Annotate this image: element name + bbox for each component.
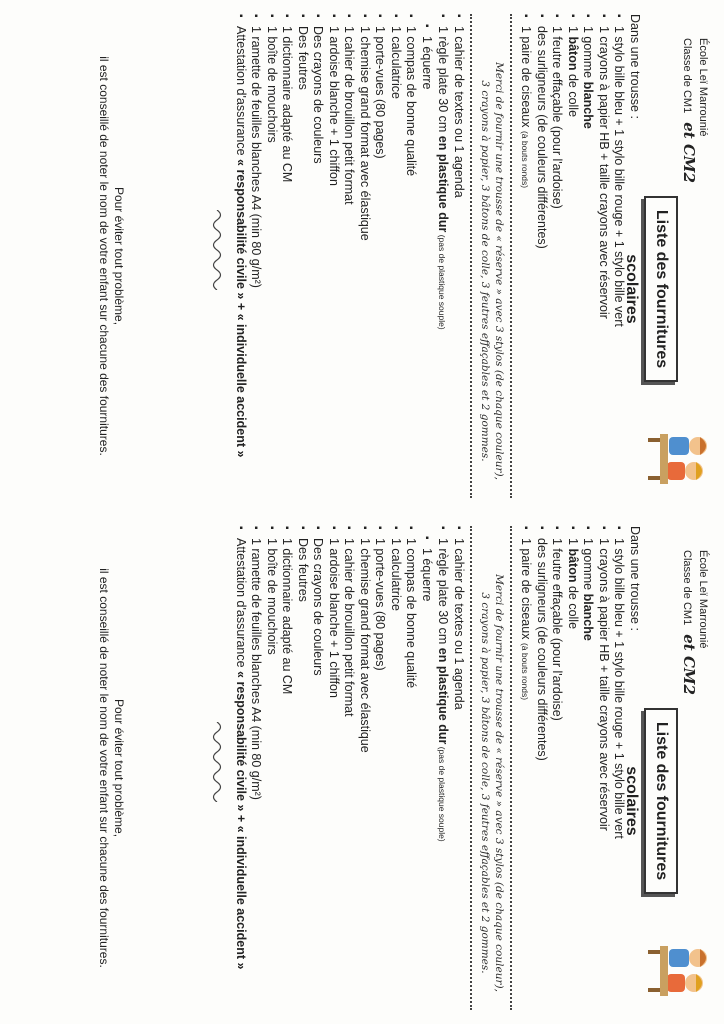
- item-text-small: (à bouts ronds): [520, 130, 531, 189]
- item-text-pre: 1 compas de bonne qualité: [404, 538, 419, 689]
- school-header: [680, 38, 710, 183]
- item-text-bold: blanche: [581, 81, 596, 129]
- item-text-pre: 1 cahier de brouillon petit format: [342, 26, 357, 205]
- item-text-pre: 1 dictionnaire adapté au CM: [280, 538, 295, 695]
- class-label: Classe de CM1: [681, 38, 693, 114]
- item-text-pre: 1 paire de ciseaux: [519, 538, 534, 643]
- handwritten-note: [478, 562, 506, 1004]
- item-text-pre: 1 cahier de brouillon petit format: [342, 538, 357, 717]
- supply-item: [419, 526, 435, 1014]
- item-text-pre: Attestation d'assurance: [234, 538, 248, 672]
- item-text-bold: en plastique dur: [436, 647, 451, 745]
- trousse-item: [580, 14, 596, 502]
- supply-item: [388, 14, 404, 502]
- separator-bottom: [470, 526, 472, 1010]
- footer-line1: Pour éviter tout problème,: [112, 186, 126, 326]
- item-text-bold: bâton: [566, 548, 580, 583]
- handwritten-note: [478, 50, 506, 492]
- supply-item: [434, 14, 451, 502]
- item-text-pre: 1 compas de bonne qualité: [404, 26, 419, 177]
- trousse-item: [549, 14, 565, 502]
- item-text-pre: 1 porte-vues (80 pages): [373, 26, 388, 159]
- supply-item: [326, 14, 342, 502]
- trousse-item: [611, 14, 627, 502]
- trousse-item: [565, 14, 581, 502]
- handwritten-note-line2: 3 crayons à papier, 3 bâtons de colle, 3 feutres effaçables et 2 gommes.: [479, 592, 491, 974]
- supply-item: [264, 14, 280, 502]
- school-name: École Leï Marrounié: [697, 550, 709, 649]
- trousse-item: [596, 14, 612, 502]
- item-text-pre: 1 règle plate 30 cm: [436, 26, 451, 136]
- item-text-post: de colle: [566, 582, 580, 630]
- supplies-items: [233, 526, 467, 1014]
- trousse-item: [596, 526, 612, 1014]
- item-text-pre: 1: [566, 26, 580, 37]
- supply-item: [310, 526, 326, 1014]
- trousse-item: [580, 526, 596, 1014]
- item-text-pre: 1 crayons à papier HB + taille crayons avec réservoir: [597, 26, 611, 319]
- trousse-item: [565, 526, 581, 1014]
- item-text-pre: Attestation d'assurance: [234, 26, 248, 160]
- item-text-pre: 1 chemise grand format avec élastique: [358, 538, 372, 753]
- decorative-squiggle-left: [210, 210, 224, 290]
- item-text-pre: Des feutres: [296, 26, 310, 90]
- supply-item: [233, 14, 249, 502]
- item-text-pre: 1 feutre effaçable (pour l'ardoise): [550, 26, 565, 209]
- item-text-small: (à bouts ronds): [520, 642, 531, 701]
- page-title: Liste des fournitures scolaires: [644, 708, 678, 894]
- supply-list-copy-bottom: [0, 512, 724, 1024]
- item-text-pre: 1 stylo bille bleu + 1 stylo bille rouge + 1 stylo bille vert: [612, 538, 627, 839]
- supply-item: [248, 526, 264, 1014]
- separator-top: [510, 14, 512, 498]
- item-text-pre: 1 équerre: [420, 548, 434, 602]
- separator-bottom: [470, 14, 472, 498]
- trousse-section: [517, 14, 642, 502]
- trousse-item: [534, 526, 550, 1014]
- item-text-pre: 1 cahier de textes ou 1 agenda: [452, 538, 466, 710]
- handwritten-note-line1: Merci de fournir une trousse de « réserve » avec 3 stylos (de chaque couleur),: [493, 62, 505, 480]
- trousse-items: [517, 14, 627, 502]
- item-text-pre: 1 gomme: [581, 538, 596, 594]
- trousse-items: [517, 526, 627, 1014]
- supply-item: [372, 526, 388, 1014]
- supplies-section: [233, 526, 467, 1014]
- handwritten-class: et CM2: [680, 122, 698, 183]
- item-text-pre: des surligneurs (de couleurs différentes): [535, 538, 549, 761]
- supplies-section: [233, 14, 467, 502]
- supplies-items: [233, 14, 467, 502]
- children-illustration: [646, 936, 716, 1006]
- item-text-pre: 1 crayons à papier HB + taille crayons avec réservoir: [597, 538, 611, 831]
- footer-line2: il est conseillé de noter le nom de votre enfant sur chacune des fournitures.: [97, 568, 111, 968]
- trousse-item: [517, 14, 534, 502]
- supply-item: [357, 14, 373, 502]
- footer-line2: il est conseillé de noter le nom de votre enfant sur chacune des fournitures.: [97, 56, 111, 456]
- item-text-pre: 1 ardoise blanche + 1 chiffon: [327, 538, 341, 698]
- supply-item: [419, 14, 435, 502]
- item-text-pre: 1 ardoise blanche + 1 chiffon: [327, 26, 341, 186]
- page-title: Liste des fournitures scolaires: [644, 196, 678, 382]
- trousse-heading: Dans une trousse :: [628, 526, 642, 631]
- item-text-bold: bâton: [566, 36, 580, 71]
- supply-item: [264, 526, 280, 1014]
- item-text-pre: 1 ramette de feuilles blanches A4 (min 80 g/m²): [249, 26, 264, 288]
- item-text-pre: 1 chemise grand format avec élastique: [358, 26, 372, 241]
- supply-item: [341, 526, 357, 1014]
- decorative-squiggle-left: [210, 722, 224, 802]
- handwritten-class: et CM2: [680, 634, 698, 695]
- supply-item: [388, 526, 404, 1014]
- supply-item: [341, 14, 357, 502]
- footer-line1: Pour éviter tout problème,: [112, 698, 126, 838]
- supply-item: [434, 526, 451, 1014]
- supply-item: [295, 526, 311, 1014]
- item-text-bold: « responsabilité civile » + « individuelle accident »: [234, 671, 248, 970]
- item-text-pre: 1 calculatrice: [389, 26, 403, 99]
- item-text-pre: des surligneurs (de couleurs différentes): [535, 26, 549, 249]
- item-text-post: de colle: [566, 70, 580, 118]
- supply-item: [403, 526, 419, 1014]
- item-text-pre: 1 porte-vues (80 pages): [373, 538, 388, 671]
- item-text-pre: Des feutres: [296, 538, 310, 602]
- trousse-section: [517, 526, 642, 1014]
- item-text-pre: 1 gomme: [581, 26, 596, 82]
- item-text-pre: 1 paire de ciseaux: [519, 26, 534, 131]
- item-text-pre: 1 équerre: [420, 36, 434, 90]
- item-text-bold: « responsabilité civile » + « individuelle accident »: [234, 159, 248, 458]
- trousse-item: [549, 526, 565, 1014]
- item-text-pre: 1 feutre effaçable (pour l'ardoise): [550, 538, 565, 721]
- item-text-pre: 1: [566, 538, 580, 549]
- item-text-pre: 1 boîte de mouchoirs: [265, 538, 279, 655]
- class-label: Classe de CM1: [681, 550, 693, 626]
- school-name: École Leï Marrounié: [697, 38, 709, 137]
- footer-note: [96, 512, 126, 1024]
- children-illustration: [646, 424, 716, 494]
- item-text-small: (pas de plastique souple): [437, 744, 448, 842]
- supply-item: [248, 14, 264, 502]
- handwritten-note-line2: 3 crayons à papier, 3 bâtons de colle, 3 feutres effaçables et 2 gommes.: [479, 80, 491, 462]
- item-text-pre: 1 dictionnaire adapté au CM: [280, 26, 295, 183]
- trousse-item: [534, 14, 550, 502]
- supply-item: [279, 14, 295, 502]
- handwritten-note-line1: Merci de fournir une trousse de « réserve » avec 3 stylos (de chaque couleur),: [493, 574, 505, 992]
- supply-item: [233, 526, 249, 1014]
- item-text-bold: en plastique dur: [436, 135, 451, 233]
- item-text-pre: 1 cahier de textes ou 1 agenda: [452, 26, 466, 198]
- trousse-heading: Dans une trousse :: [628, 14, 642, 119]
- supply-item: [357, 526, 373, 1014]
- supply-item: [279, 526, 295, 1014]
- item-text-small: (pas de plastique souple): [437, 232, 448, 330]
- separator-top: [510, 526, 512, 1010]
- supply-item: [451, 526, 467, 1014]
- school-header: [680, 550, 710, 695]
- item-text-bold: blanche: [581, 593, 596, 641]
- supply-item: [451, 14, 467, 502]
- supply-item: [310, 14, 326, 502]
- item-text-pre: Des crayons de couleurs: [311, 538, 326, 676]
- footer-note: [96, 0, 126, 512]
- trousse-item: [517, 526, 534, 1014]
- supply-item: [403, 14, 419, 502]
- item-text-pre: 1 stylo bille bleu + 1 stylo bille rouge + 1 stylo bille vert: [612, 26, 627, 327]
- item-text-pre: 1 boîte de mouchoirs: [265, 26, 279, 143]
- supply-item: [295, 14, 311, 502]
- supply-item: [326, 526, 342, 1014]
- item-text-pre: 1 calculatrice: [389, 538, 403, 611]
- item-text-pre: Des crayons de couleurs: [311, 26, 326, 164]
- item-text-pre: 1 règle plate 30 cm: [436, 538, 451, 648]
- item-text-pre: 1 ramette de feuilles blanches A4 (min 80 g/m²): [249, 538, 264, 800]
- supply-item: [372, 14, 388, 502]
- trousse-item: [611, 526, 627, 1014]
